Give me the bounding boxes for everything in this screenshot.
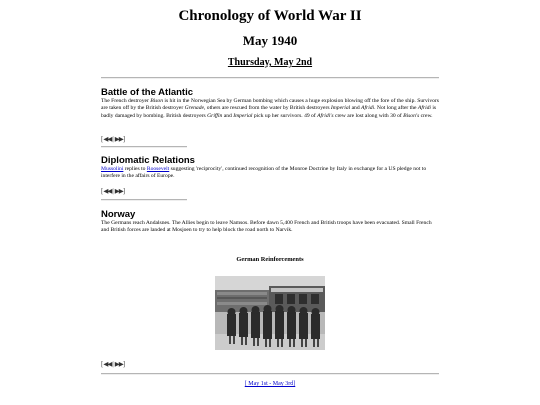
body-text: crew are lost along with 30 of — [333, 112, 404, 119]
photo-caption: German Reinforcements — [236, 256, 304, 263]
section-nav — [101, 360, 125, 368]
body-text: and — [350, 105, 362, 112]
ship-name: Afridi — [417, 105, 431, 112]
nav-separator: | — [112, 135, 114, 143]
nav-separator: | — [112, 187, 114, 195]
body-text: is badly damaged by bombing. British destroyers — [101, 105, 437, 119]
section-body-diplomatic-relations — [101, 166, 439, 181]
section-nav — [101, 187, 125, 195]
divider — [101, 199, 187, 201]
body-text: The French destroyer — [101, 98, 151, 104]
section-body-norway — [101, 220, 439, 235]
ship-name: Bison — [150, 98, 163, 104]
ship-name: Afridi — [361, 105, 375, 112]
nav-open-bracket: [ — [101, 187, 104, 195]
footer — [101, 381, 439, 387]
nav-close-bracket: ] — [122, 135, 126, 143]
previous-day-button[interactable]: ◀◀ — [103, 187, 112, 195]
photo-german-reinforcements — [215, 276, 325, 350]
body-text: is hit in the Norwegian Sea by German bombing which causes a huge explosion blowing off the fore of the ship. Survivors are taken off by the British destroyer — [101, 98, 439, 112]
body-text: pick up her survivors. 49 of — [252, 112, 318, 119]
section-heading-battle-of-the-atlantic: Battle of the Atlantic — [101, 87, 194, 98]
nav-close-bracket: ] — [122, 187, 126, 195]
ship-name: Griffin — [207, 112, 223, 119]
nav-separator: | — [112, 360, 114, 368]
ship-name: Imperial — [233, 112, 253, 119]
ship-name: Afridi's — [317, 112, 334, 119]
body-text: suggesting 'reciprocity', continued recognition of the Monroe Doctrine by Italy in exchange for a US pledge not to interfere in the affairs of Europe. — [101, 166, 427, 180]
ship-name: Grenade — [184, 105, 204, 112]
nav-close-bracket: ] — [122, 360, 126, 368]
photo-image — [215, 276, 325, 350]
divider — [101, 373, 439, 375]
date-range-link[interactable]: [ May 1st - May 3rd] — [244, 381, 296, 387]
body-text: , others are rescued from the water by British destroyers — [204, 105, 331, 112]
inline-link[interactable]: Roosevelt — [146, 166, 170, 172]
divider — [101, 77, 439, 79]
month-title: May 1940 — [242, 33, 298, 48]
next-day-button[interactable]: ▶▶ — [114, 360, 123, 368]
ship-name: Imperial — [330, 105, 351, 112]
inline-link[interactable]: Mussolini — [101, 166, 124, 172]
previous-day-button[interactable]: ◀◀ — [103, 360, 112, 368]
next-day-button[interactable]: ▶▶ — [114, 187, 123, 195]
section-heading-diplomatic-relations: Diplomatic Relations — [101, 155, 195, 166]
body-text: replies to — [123, 166, 147, 172]
section-body-battle-of-the-atlantic — [101, 98, 439, 120]
next-day-button[interactable]: ▶▶ — [114, 135, 123, 143]
body-text: crew. — [419, 112, 433, 119]
site-title: Chronology of World War II — [178, 8, 362, 24]
ship-name: Bison's — [403, 112, 420, 119]
body-text: The Germans reach Andalsnes. The Allies begin to leave Namsos. Before dawn 5,400 French and British troops have been evacuated. Small French and British forces are landed at Mosjoen to try to help block the road north to Narvik. — [101, 220, 432, 234]
day-title: Thursday, May 2nd — [227, 57, 313, 68]
divider — [101, 146, 187, 148]
section-heading-norway: Norway — [101, 209, 136, 220]
previous-day-button[interactable]: ◀◀ — [103, 135, 112, 143]
nav-open-bracket: [ — [101, 135, 104, 143]
section-nav — [101, 135, 125, 143]
body-text: . Not long after the — [374, 105, 418, 112]
body-text: and — [222, 112, 234, 119]
nav-open-bracket: [ — [101, 360, 104, 368]
